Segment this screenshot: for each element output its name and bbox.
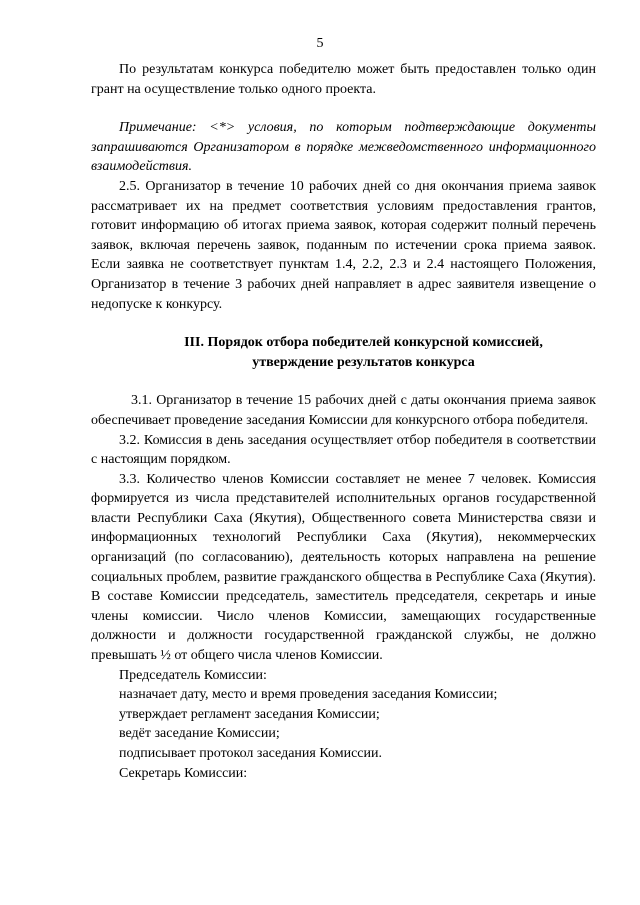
secretary-title: Секретарь Комиссии: (119, 765, 248, 781)
spacer (91, 99, 596, 118)
intro-paragraph: По результатам конкурса победителю может быть предоставлен только один грант на осуществление только одного проекта. (91, 62, 596, 97)
list-item: утверждает регламент заседания Комиссии; (119, 706, 380, 722)
spacer (91, 372, 596, 391)
section-heading-line-1: III. Порядок отбора победителей конкурсной комиссией, (184, 335, 543, 351)
note-paragraph: Примечание: <*> условия, по которым подтверждающие документы запрашиваются Организатором в порядке межведомственного информационного взаимодействия. (91, 120, 596, 175)
paragraph-3-3: 3.3. Количество членов Комиссии составляет не менее 7 человек. Комиссия формируется из числа представителей исполнительных органов государственной власти Республики Саха (Якутия), Общественного совета Министерства связи и информационных технологий Республики Саха (Якутия), некоммерческих организаций (по согласованию), деятельность которых направлена на решение социальных проблем, развитие гражданского общества в Республике Саха (Якутия). В составе Комиссии председатель, заместитель председателя, секретарь и иные члены комиссии. Число членов Комиссии, замещающих государственные должности и должности государственной гражданской службы, не должно превышать ½ от общего числа членов Комиссии. (91, 471, 596, 664)
paragraph-3-1: 3.1. Организатор в течение 15 рабочих дней с даты окончания приема заявок обеспечивает проведение заседания Комиссии для конкурсного отбора победителя. (91, 393, 596, 428)
chairman-title: Председатель Комиссии: (119, 667, 267, 683)
section-heading-line-2: утверждение результатов конкурса (252, 354, 475, 370)
list-item: назначает дату, место и время проведения заседания Комиссии; (119, 687, 498, 703)
list-item: подписывает протокол заседания Комиссии. (119, 746, 382, 761)
page-number: 5 (316, 36, 324, 51)
paragraph-2-5: 2.5. Организатор в течение 10 рабочих дней со дня окончания приема заявок рассматривает их на предмет соответствия условиям предоставления грантов, готовит информацию об итогах приема заявок, которая содержит полный перечень заявок, включая перечень заявок, поданным по истечении срока приема заявок. Если заявка не соответствует пунктам 1.4, 2.2, 2.3 и 2.4 настоящего Положения, Организатор в течение 3 рабочих дней направляет в адрес заявителя извещение о недопуске к конкурсу. (91, 178, 596, 312)
paragraph-3-2: 3.2. Комиссия в день заседания осуществляет отбор победителя в соответствии с настоящим порядком. (91, 432, 596, 468)
list-item: ведёт заседание Комиссии; (119, 726, 280, 742)
document-body (91, 60, 596, 783)
spacer (91, 314, 596, 333)
